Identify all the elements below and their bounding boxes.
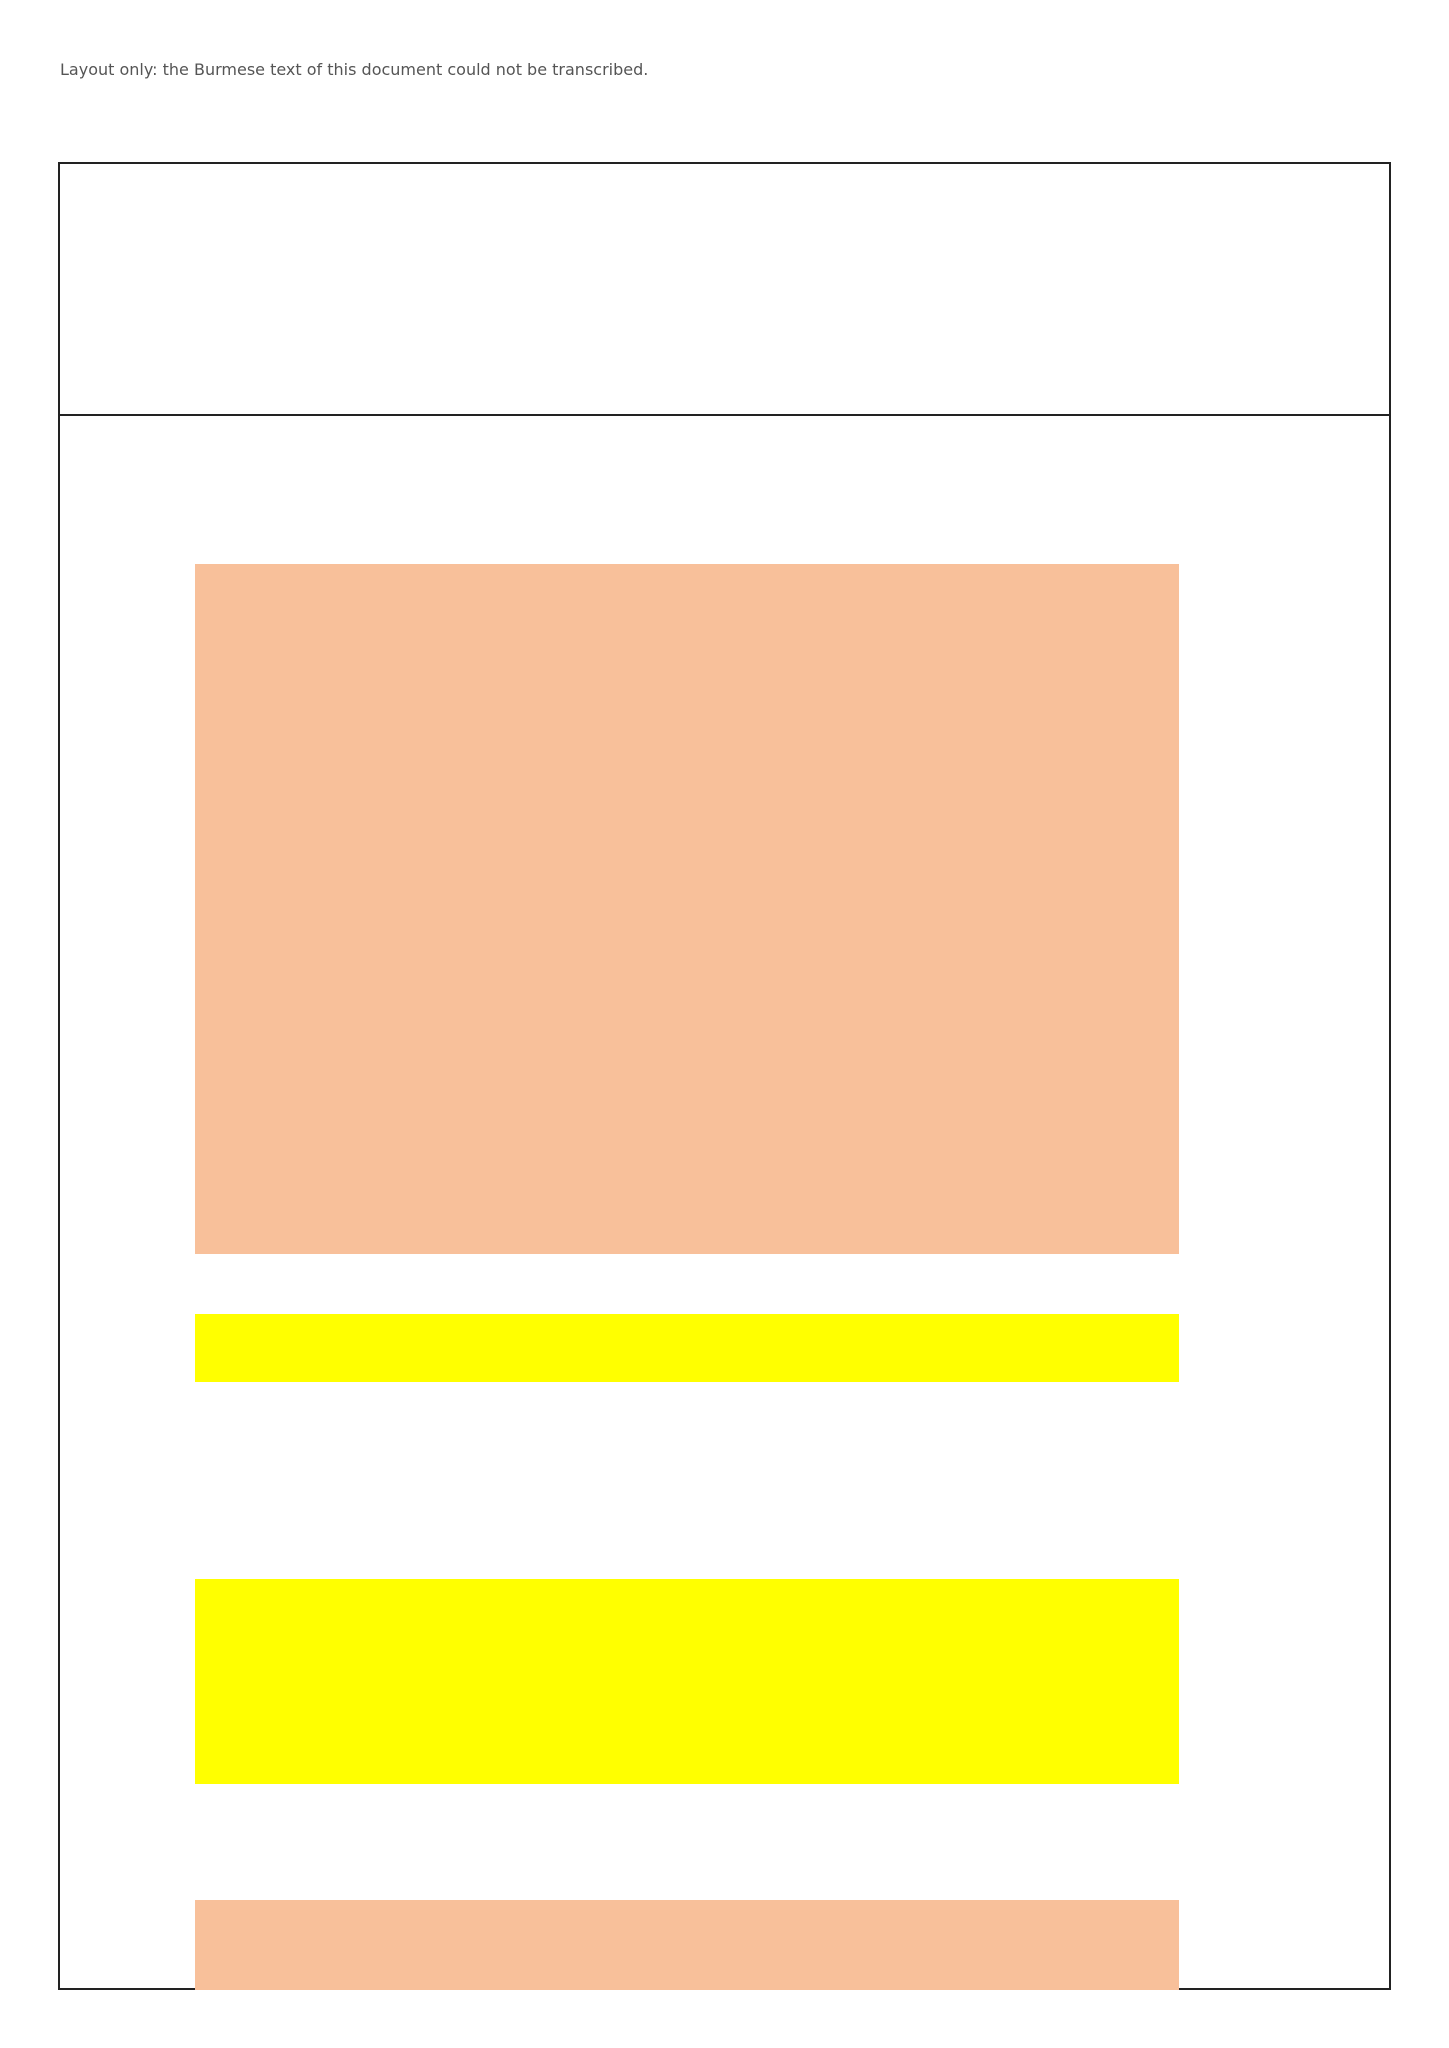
- data-table: [58, 162, 1391, 1990]
- highlighted-row: [195, 1314, 1179, 1382]
- highlighted-row: [195, 1900, 1179, 1990]
- table-header: [60, 164, 1389, 416]
- transcription-notice: Layout only: the Burmese text of this document could not be transcribed.: [60, 60, 649, 79]
- highlighted-rows: [195, 564, 1179, 1254]
- highlighted-rows: [195, 1579, 1179, 1784]
